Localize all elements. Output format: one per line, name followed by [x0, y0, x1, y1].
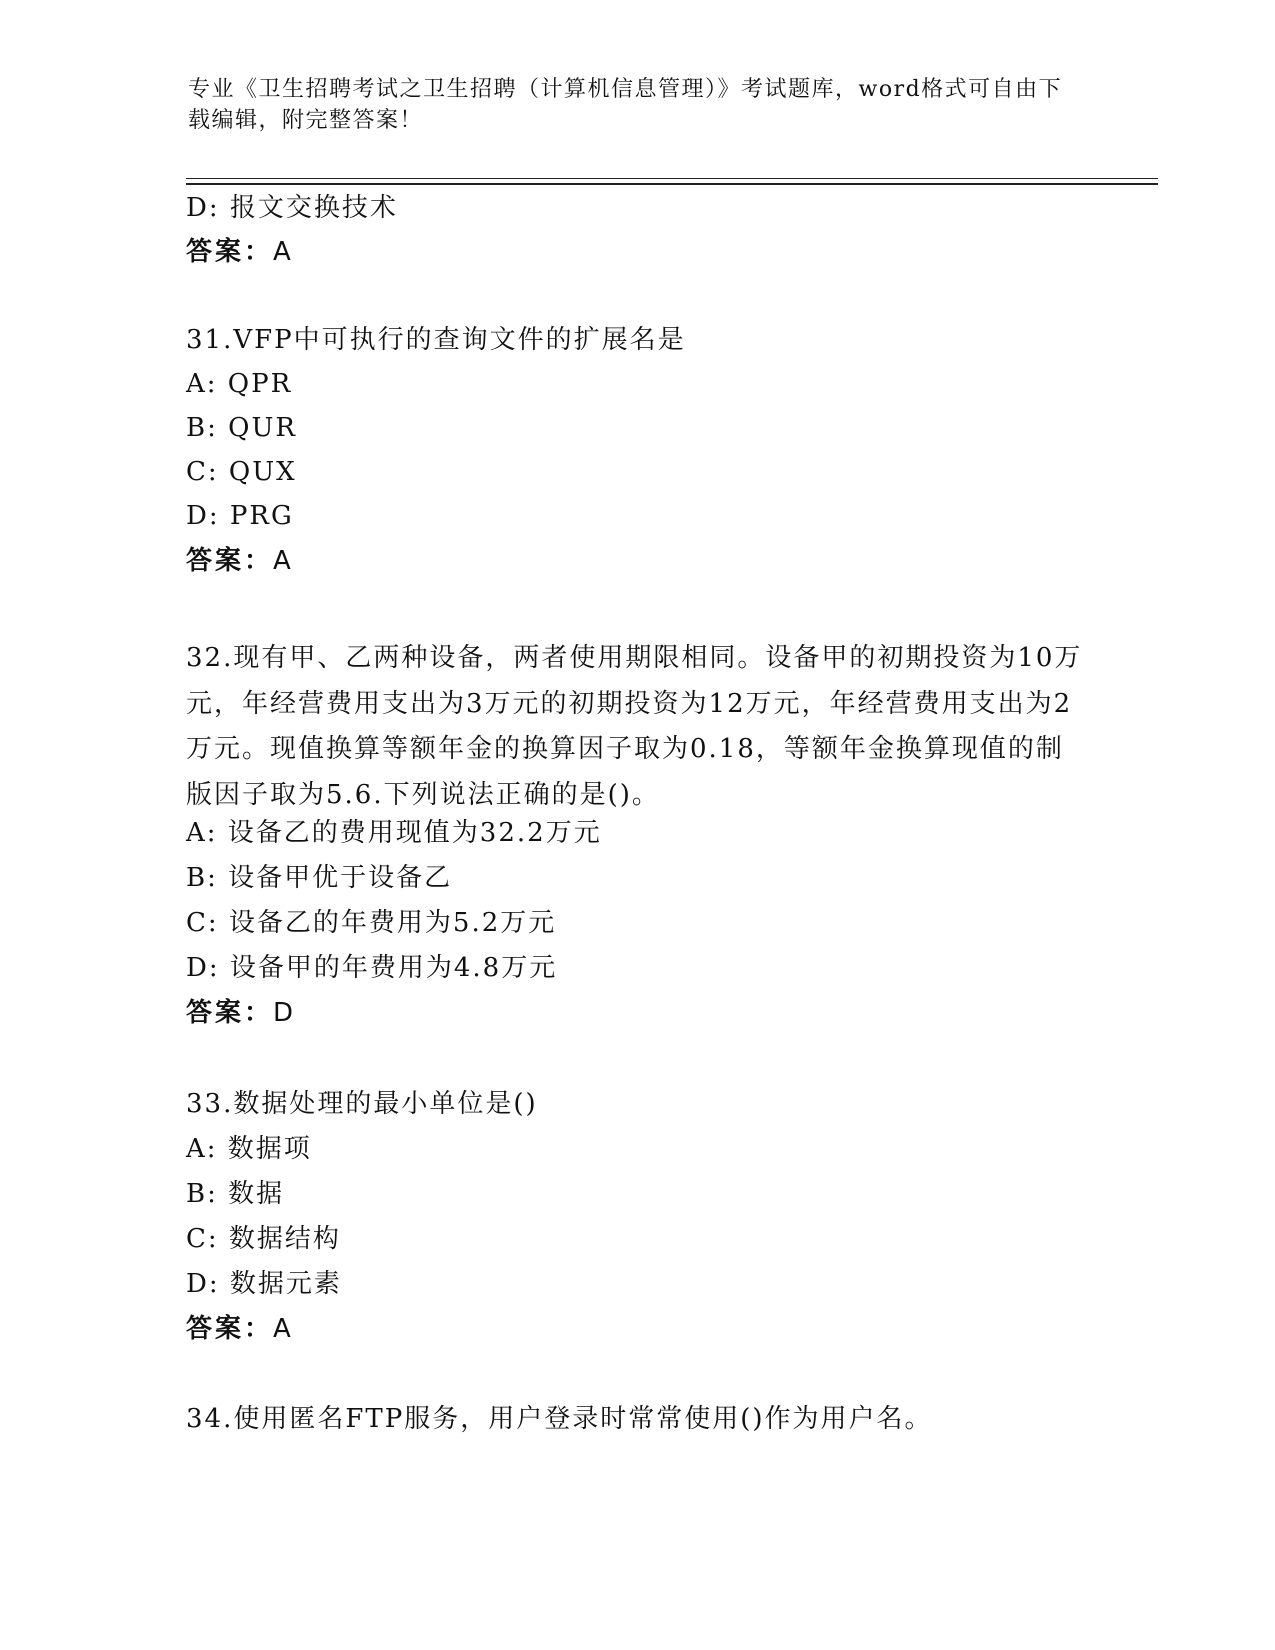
option-a: A: 设备乙的费用现值为32.2万元 [186, 818, 602, 848]
answer-label: 答案： [186, 1314, 274, 1344]
header-rule-thick [186, 183, 1158, 185]
answer-line [186, 997, 296, 1029]
question-32: 32.现有甲、乙两种设备，两者使用期限相同。设备甲的初期投资为10万元，年经营费用支出为3万元的初期投资为12万元，年经营费用支出为2万元。现值换算等额年金的换算因子取为0.18，等额年金换算现值的制版因子取为5.6.下列说法正确的是()。 [186, 643, 1083, 810]
answer-label: 答案： [186, 998, 274, 1028]
option-b: B: 数据 [186, 1179, 285, 1209]
answer-value: A [273, 546, 294, 576]
option-d: D: PRG [186, 501, 294, 531]
answer-value: D [273, 998, 297, 1028]
answer-value: A [273, 237, 294, 267]
option-a: A: QPR [186, 369, 293, 399]
answer-line [186, 236, 294, 268]
document-header: 专业《卫生招聘考试之卫生招聘（计算机信息管理）》考试题库，word格式可自由下载编辑，附完整答案！ [188, 77, 1063, 133]
option-d: D: 设备甲的年费用为4.8万元 [186, 953, 558, 983]
answer-label: 答案： [186, 546, 274, 576]
option-d: D: 数据元素 [186, 1269, 342, 1299]
answer-label: 答案： [186, 237, 274, 267]
option-c: C: QUX [186, 457, 297, 487]
question-31: 31.VFP中可执行的查询文件的扩展名是 [186, 325, 686, 355]
header-rule-thin [186, 178, 1158, 179]
answer-value: A [273, 1314, 294, 1344]
option-c: C: 数据结构 [186, 1224, 341, 1254]
answer-line [186, 1313, 294, 1345]
answer-line [186, 545, 294, 577]
option-c: C: 设备乙的年费用为5.2万元 [186, 908, 557, 938]
option-b: B: QUR [186, 413, 297, 443]
option-d: D: 报文交换技术 [186, 193, 398, 223]
option-b: B: 设备甲优于设备乙 [186, 863, 453, 893]
question-34: 34.使用匿名FTP服务，用户登录时常常使用()作为用户名。 [186, 1404, 933, 1434]
option-a: A: 数据项 [186, 1134, 312, 1164]
question-33: 33.数据处理的最小单位是() [186, 1089, 538, 1119]
